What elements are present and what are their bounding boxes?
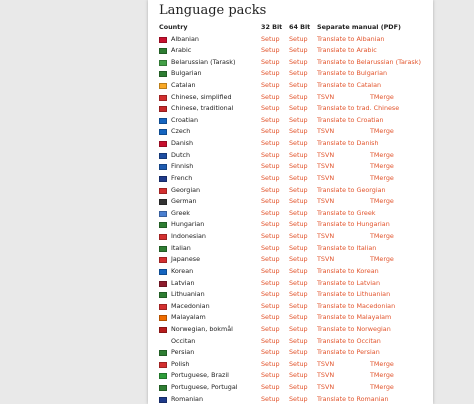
flag-icon <box>159 176 167 182</box>
setup-64bit-link[interactable]: Setup <box>289 127 308 136</box>
table-row <box>148 103 433 115</box>
table-row <box>148 219 433 231</box>
table-row <box>148 266 433 278</box>
setup-32bit-link[interactable]: Setup <box>261 325 280 333</box>
manual-link[interactable]: Translate to trad. Chinese <box>317 104 400 113</box>
language-name: Portuguese, Brazil <box>171 371 229 380</box>
setup-64bit-link[interactable]: Setup <box>289 359 308 368</box>
setup-32bit-link[interactable]: Setup <box>261 69 280 78</box>
language-name: Belarussian (Tarask) <box>171 57 236 66</box>
manual-link[interactable]: Translate to Macedonian <box>317 301 396 310</box>
flag-icon <box>159 141 167 147</box>
setup-32bit-link[interactable]: Setup <box>261 290 280 299</box>
flag-icon <box>159 164 167 170</box>
col-header-manual: Separate manual (PDF) <box>317 23 401 31</box>
setup-64bit-link[interactable]: Setup <box>289 197 308 206</box>
manual-link[interactable]: TSVN <box>317 173 335 182</box>
tmerge-manual-link[interactable]: TMerge <box>370 92 394 101</box>
table-row <box>148 126 433 138</box>
setup-64bit-link[interactable]: Setup <box>289 336 308 345</box>
language-name: Arabic <box>171 46 192 55</box>
manual-link[interactable]: Translate to Danish <box>317 139 379 148</box>
flag-icon <box>159 281 167 287</box>
table-row <box>148 173 433 185</box>
table-row <box>148 359 433 371</box>
setup-64bit-link[interactable]: Setup <box>289 162 308 171</box>
flag-icon <box>159 95 167 101</box>
col-header-country: Country <box>159 23 188 31</box>
table-row <box>148 208 433 220</box>
setup-64bit-link[interactable]: Setup <box>289 313 308 322</box>
manual-link[interactable]: Translate to Catalan <box>317 80 382 89</box>
language-name: Macedonian <box>171 301 210 310</box>
table-row <box>148 185 433 197</box>
tmerge-manual-link[interactable]: TMerge <box>370 150 394 159</box>
setup-64bit-link[interactable]: Setup <box>289 266 308 275</box>
setup-64bit-link[interactable]: Setup <box>289 80 308 89</box>
language-name: Persian <box>171 348 195 357</box>
col-header-32bit: 32 Bit <box>261 23 283 31</box>
table-row <box>148 161 433 173</box>
language-name: Albanian <box>171 34 199 43</box>
table-row <box>148 57 433 69</box>
language-name: Japanese <box>171 255 201 264</box>
manual-link[interactable]: TSVN <box>317 255 335 264</box>
flag-icon <box>159 118 167 124</box>
language-name: Georgian <box>171 185 201 194</box>
manual-link[interactable]: Translate to Malayalam <box>317 313 392 322</box>
setup-64bit-link[interactable]: Setup <box>289 139 308 148</box>
flag-icon <box>159 37 167 43</box>
page-title: Language packs <box>159 3 267 18</box>
language-name: Lithuanian <box>171 290 205 299</box>
manual-link[interactable]: TSVN <box>317 127 335 136</box>
setup-64bit-link[interactable]: Setup <box>289 243 308 252</box>
setup-32bit-link[interactable]: Setup <box>261 34 280 43</box>
flag-icon <box>159 211 167 217</box>
table-row <box>148 370 433 382</box>
tmerge-manual-link[interactable]: TMerge <box>370 127 394 136</box>
manual-link[interactable]: Translate to Bulgarian <box>317 69 388 78</box>
language-name: Chinese, traditional <box>171 104 234 113</box>
manual-link[interactable]: Translate to Italian <box>317 243 377 252</box>
setup-64bit-link[interactable]: Setup <box>289 104 308 113</box>
language-name: Czech <box>171 127 191 136</box>
flag-icon <box>159 397 167 403</box>
manual-link[interactable]: Translate to Norwegian <box>317 325 391 333</box>
manual-link[interactable]: Translate to Belarussian (Tarask) <box>317 57 421 66</box>
tmerge-manual-link[interactable]: TMerge <box>370 173 394 182</box>
table-row <box>148 68 433 80</box>
flag-icon <box>159 199 167 205</box>
setup-32bit-link[interactable]: Setup <box>261 394 280 403</box>
manual-link[interactable]: Translate to Lithuanian <box>317 290 391 299</box>
setup-32bit-link[interactable]: Setup <box>261 383 280 392</box>
setup-64bit-link[interactable]: Setup <box>289 394 308 403</box>
language-packs-panel <box>148 0 433 404</box>
setup-64bit-link[interactable]: Setup <box>289 69 308 78</box>
flag-icon <box>159 292 167 298</box>
manual-link[interactable]: TSVN <box>317 371 335 380</box>
manual-link[interactable]: Translate to Croatian <box>317 115 384 124</box>
setup-32bit-link[interactable]: Setup <box>261 57 280 66</box>
flag-icon <box>159 83 167 89</box>
language-name: French <box>171 173 193 182</box>
setup-64bit-link[interactable]: Setup <box>289 371 308 380</box>
setup-32bit-link[interactable]: Setup <box>261 92 280 101</box>
language-name: Bulgarian <box>171 69 202 78</box>
flag-icon <box>159 304 167 310</box>
table-row <box>148 312 433 324</box>
table-row <box>148 254 433 266</box>
setup-32bit-link[interactable]: Setup <box>261 232 280 241</box>
manual-link[interactable]: TSVN <box>317 162 335 171</box>
setup-64bit-link[interactable]: Setup <box>289 348 308 357</box>
setup-32bit-link[interactable]: Setup <box>261 359 280 368</box>
language-name: Indonesian <box>171 232 206 241</box>
language-name: Polish <box>171 359 190 368</box>
manual-link[interactable]: Translate to Hungarian <box>317 220 390 229</box>
setup-32bit-link[interactable]: Setup <box>261 371 280 380</box>
flag-icon <box>159 246 167 252</box>
flag-icon <box>159 129 167 135</box>
flag-icon <box>159 327 167 333</box>
table-row <box>148 243 433 255</box>
setup-32bit-link[interactable]: Setup <box>261 162 280 171</box>
setup-64bit-link[interactable]: Setup <box>289 255 308 264</box>
language-name: German <box>171 197 197 206</box>
manual-link[interactable]: Translate to Occitan <box>317 336 381 345</box>
table-row <box>148 301 433 313</box>
language-name: Greek <box>171 208 191 217</box>
manual-link[interactable]: Translate to Greek <box>317 208 376 217</box>
table-row <box>148 231 433 243</box>
language-name: Finnish <box>171 162 194 171</box>
setup-64bit-link[interactable]: Setup <box>289 46 308 55</box>
flag-icon <box>159 60 167 66</box>
table-row <box>148 80 433 92</box>
setup-64bit-link[interactable]: Setup <box>289 150 308 159</box>
setup-32bit-link[interactable]: Setup <box>261 336 280 345</box>
flag-icon <box>159 350 167 356</box>
manual-link[interactable]: TSVN <box>317 150 335 159</box>
tmerge-manual-link[interactable]: TMerge <box>370 255 394 264</box>
manual-link[interactable]: Translate to Albanian <box>317 34 385 43</box>
flag-icon <box>159 362 167 368</box>
language-name: Hungarian <box>171 220 205 229</box>
manual-link[interactable]: Translate to Romanian <box>317 394 389 403</box>
manual-link[interactable]: TSVN <box>317 232 335 241</box>
language-name: Malayalam <box>171 313 206 322</box>
setup-64bit-link[interactable]: Setup <box>289 278 308 287</box>
setup-32bit-link[interactable]: Setup <box>261 150 280 159</box>
setup-32bit-link[interactable]: Setup <box>261 266 280 275</box>
language-name: Latvian <box>171 278 195 287</box>
setup-64bit-link[interactable]: Setup <box>289 173 308 182</box>
language-name: Italian <box>171 243 191 252</box>
setup-32bit-link[interactable]: Setup <box>261 185 280 194</box>
table-row <box>148 347 433 359</box>
setup-64bit-link[interactable]: Setup <box>289 232 308 241</box>
tmerge-manual-link[interactable]: TMerge <box>370 232 394 241</box>
language-name: Romanian <box>171 394 203 403</box>
setup-64bit-link[interactable]: Setup <box>289 115 308 124</box>
table-row <box>148 138 433 150</box>
flag-icon <box>159 269 167 275</box>
table-row <box>148 150 433 162</box>
flag-icon <box>159 385 167 391</box>
language-name: Norwegian, bokmål <box>171 325 233 333</box>
table-row <box>148 324 433 336</box>
flag-icon <box>159 153 167 159</box>
setup-64bit-link[interactable]: Setup <box>289 34 308 43</box>
col-header-64bit: 64 Bit <box>289 23 311 31</box>
tmerge-manual-link[interactable]: TMerge <box>370 359 394 368</box>
setup-32bit-link[interactable]: Setup <box>261 243 280 252</box>
tmerge-manual-link[interactable]: TMerge <box>370 162 394 171</box>
setup-32bit-link[interactable]: Setup <box>261 80 280 89</box>
setup-64bit-link[interactable]: Setup <box>289 325 308 333</box>
tmerge-manual-link[interactable]: TMerge <box>370 371 394 380</box>
tmerge-manual-link[interactable]: TMerge <box>370 197 394 206</box>
setup-32bit-link[interactable]: Setup <box>261 255 280 264</box>
flag-icon <box>159 373 167 379</box>
table-row <box>148 336 433 348</box>
table-row <box>148 289 433 301</box>
flag-icon <box>159 222 167 228</box>
language-name: Portuguese, Portugal <box>171 383 238 392</box>
flag-icon <box>159 48 167 54</box>
language-name: Catalan <box>171 80 196 89</box>
setup-32bit-link[interactable]: Setup <box>261 46 280 55</box>
setup-32bit-link[interactable]: Setup <box>261 104 280 113</box>
setup-32bit-link[interactable]: Setup <box>261 115 280 124</box>
language-name: Dutch <box>171 150 191 159</box>
setup-64bit-link[interactable]: Setup <box>289 208 308 217</box>
manual-link[interactable]: Translate to Persian <box>317 348 380 357</box>
setup-32bit-link[interactable]: Setup <box>261 127 280 136</box>
setup-32bit-link[interactable]: Setup <box>261 220 280 229</box>
flag-icon <box>159 257 167 263</box>
setup-64bit-link[interactable]: Setup <box>289 57 308 66</box>
setup-32bit-link[interactable]: Setup <box>261 278 280 287</box>
language-name: Korean <box>171 266 194 275</box>
table-row <box>148 92 433 104</box>
setup-32bit-link[interactable]: Setup <box>261 301 280 310</box>
table-row <box>148 45 433 57</box>
language-name: Danish <box>171 139 194 148</box>
setup-64bit-link[interactable]: Setup <box>289 383 308 392</box>
setup-64bit-link[interactable]: Setup <box>289 185 308 194</box>
tmerge-manual-link[interactable]: TMerge <box>370 383 394 392</box>
table-row <box>148 382 433 394</box>
manual-link[interactable]: Translate to Arabic <box>317 46 377 55</box>
table-row <box>148 278 433 290</box>
manual-link[interactable]: TSVN <box>317 197 335 206</box>
setup-64bit-link[interactable]: Setup <box>289 301 308 310</box>
table-row <box>148 394 433 404</box>
flag-icon <box>159 315 167 321</box>
flag-icon <box>159 106 167 112</box>
setup-64bit-link[interactable]: Setup <box>289 290 308 299</box>
table-row <box>148 34 433 46</box>
manual-link[interactable]: Translate to Georgian <box>317 185 386 194</box>
flag-icon <box>159 234 167 240</box>
setup-64bit-link[interactable]: Setup <box>289 220 308 229</box>
language-name: Chinese, simplified <box>171 92 232 101</box>
setup-32bit-link[interactable]: Setup <box>261 139 280 148</box>
manual-link[interactable]: TSVN <box>317 359 335 368</box>
setup-32bit-link[interactable]: Setup <box>261 348 280 357</box>
flag-icon <box>159 188 167 194</box>
setup-32bit-link[interactable]: Setup <box>261 208 280 217</box>
flag-icon <box>159 71 167 77</box>
setup-32bit-link[interactable]: Setup <box>261 313 280 322</box>
table-row <box>148 196 433 208</box>
manual-link[interactable]: Translate to Latvian <box>317 278 381 287</box>
language-name: Croatian <box>171 115 199 124</box>
manual-link[interactable]: TSVN <box>317 383 335 392</box>
manual-link[interactable]: TSVN <box>317 92 335 101</box>
setup-32bit-link[interactable]: Setup <box>261 197 280 206</box>
table-row <box>148 115 433 127</box>
setup-64bit-link[interactable]: Setup <box>289 92 308 101</box>
manual-link[interactable]: Translate to Korean <box>317 266 379 275</box>
setup-32bit-link[interactable]: Setup <box>261 173 280 182</box>
language-name: Occitan <box>171 336 196 345</box>
